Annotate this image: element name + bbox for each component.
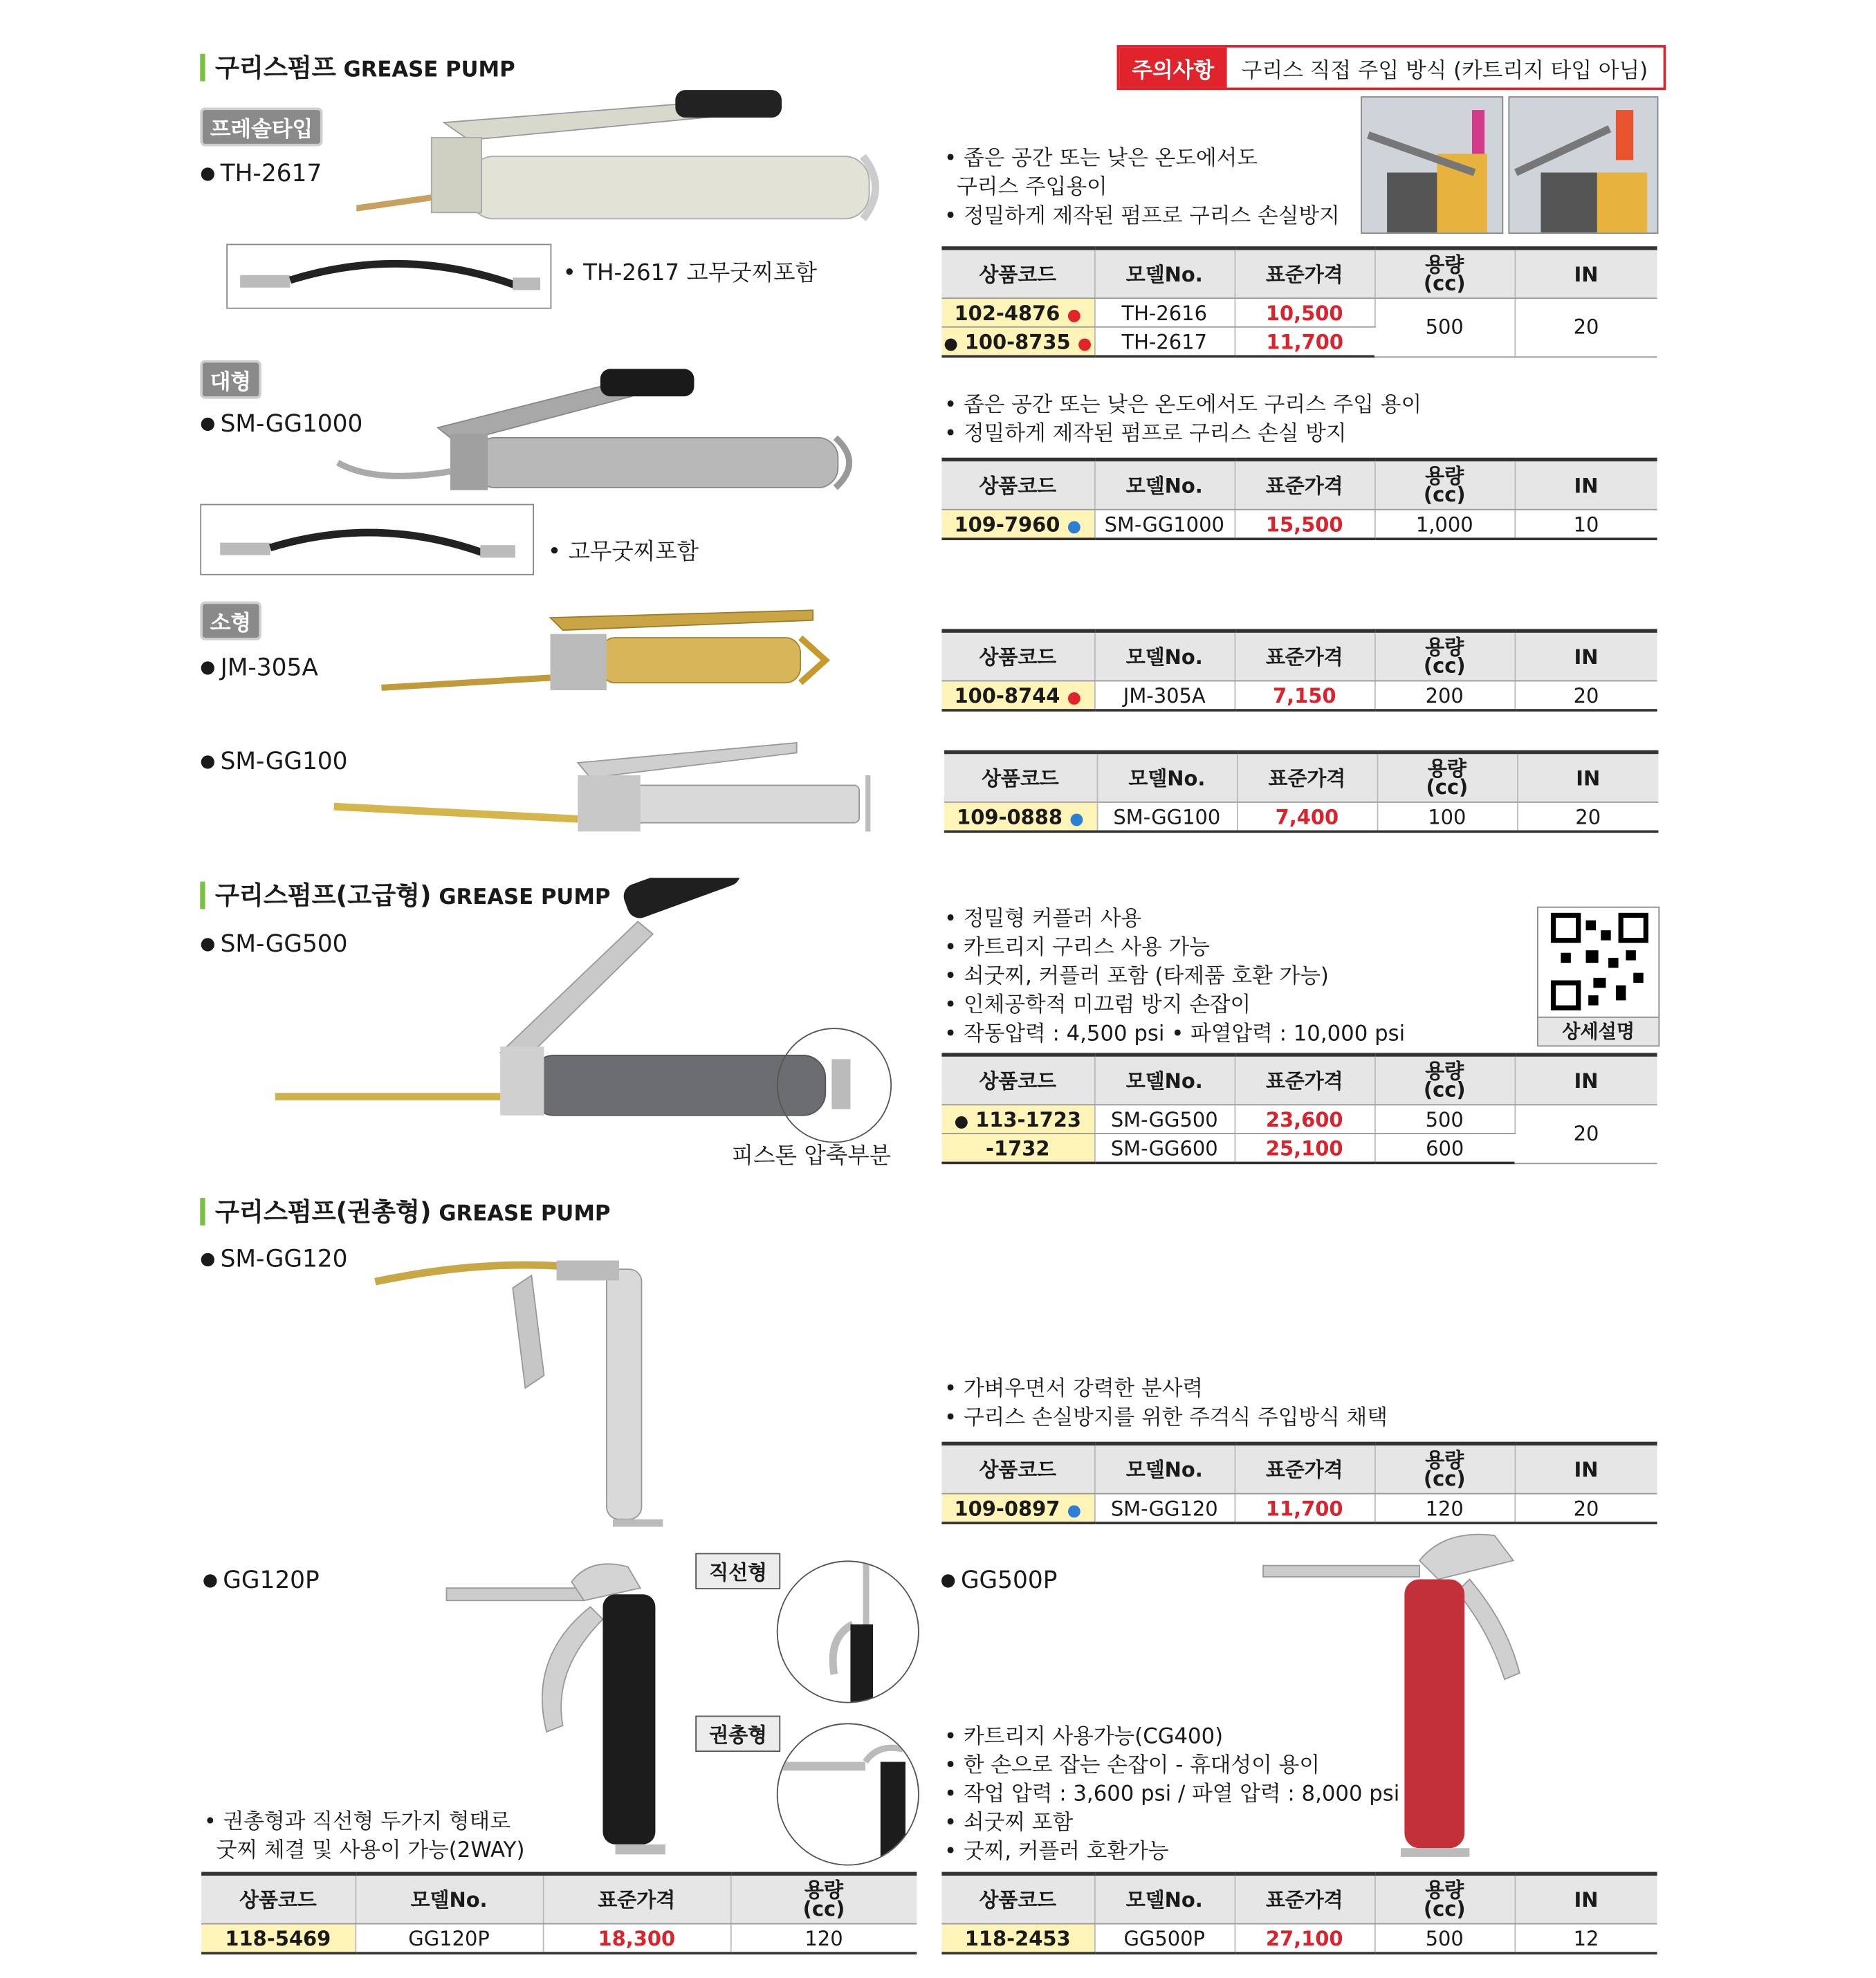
- model-no: SM-GG500: [1094, 1104, 1234, 1134]
- blue-dot-icon: ●: [1067, 517, 1082, 536]
- badge-large: 대형: [200, 360, 261, 399]
- capacity: 1,000: [1374, 510, 1514, 539]
- spec-table-smgg1000: [941, 458, 1657, 540]
- pistol-type-detail: [777, 1723, 919, 1865]
- product-code: ● 100-8735 ●: [941, 327, 1094, 356]
- section-title-grease-pump-pistol: [200, 1192, 610, 1228]
- table-row: [941, 1924, 1657, 1953]
- model-no: GG500P: [1094, 1924, 1234, 1953]
- in-qty: 20: [1514, 298, 1657, 356]
- header-model-no: 모델No.: [1094, 1874, 1234, 1923]
- price: 7,150: [1234, 681, 1374, 710]
- black-dot-icon: ●: [944, 334, 958, 353]
- model-label-jm305a: ● JM-305A: [200, 654, 318, 682]
- grease-pump-image-jm305a: [375, 602, 850, 703]
- spec-table-smgg500: [941, 1053, 1657, 1164]
- badge-small: 소형: [200, 602, 261, 640]
- black-dot-icon: ●: [954, 1112, 969, 1131]
- header-in-qty: IN: [1514, 1874, 1657, 1923]
- price: 11,700: [1234, 327, 1374, 356]
- grease-pump-image-smgg100: [328, 738, 879, 838]
- header-standard-price: 표준가격: [543, 1874, 730, 1923]
- cross-section-image-2: [1508, 96, 1658, 234]
- price: 18,300: [543, 1924, 730, 1953]
- table-row: [941, 1104, 1657, 1134]
- caution-text: 구리스 직접 주입 방식 (카트리지 타입 아님): [1241, 58, 1648, 84]
- header-product-code: 상품코드: [941, 248, 1094, 298]
- feature-list-2: • 좁은 공간 또는 낮은 온도에서도 구리스 주입 용이 • 정밀하게 제작된 펌프로 구리스 손실 방지: [944, 392, 1422, 447]
- model-label-smgg1000: ● SM-GG1000: [200, 410, 363, 438]
- capacity: 500: [1374, 1104, 1514, 1134]
- model-no: GG120P: [355, 1924, 542, 1953]
- spec-table-smgg100: [944, 750, 1658, 833]
- header-capacity: 용량 (cc): [1374, 459, 1514, 509]
- spec-table-gg120p: [201, 1872, 917, 1954]
- product-code: 109-7960 ●: [941, 510, 1094, 539]
- model-no: SM-GG600: [1094, 1134, 1234, 1163]
- header-in-qty: IN: [1514, 1443, 1657, 1493]
- section-title-ko: 구리스펌프(권총형): [214, 1196, 432, 1227]
- header-product-code: 상품코드: [941, 1874, 1094, 1923]
- header-standard-price: 표준가격: [1237, 752, 1377, 802]
- price: 27,100: [1234, 1924, 1374, 1953]
- product-code: 118-5469: [201, 1924, 355, 1953]
- spec-table-jm305a: [941, 629, 1657, 711]
- header-product-code: 상품코드: [201, 1874, 355, 1923]
- spec-table-th2617: [941, 246, 1657, 358]
- header-model-no: 모델No.: [1094, 1443, 1234, 1493]
- spec-table-smgg120: [941, 1442, 1657, 1524]
- piston-detail-circle: [777, 1028, 892, 1143]
- straight-type-image: [778, 1562, 918, 1701]
- spec-table-gg500p: [941, 1872, 1657, 1954]
- straight-type-detail: [777, 1560, 919, 1703]
- table-row: [941, 1494, 1657, 1523]
- note-hose-included: • TH-2617 고무굿찌포함: [562, 260, 818, 287]
- table-row: [941, 298, 1657, 327]
- capacity: 500: [1374, 298, 1514, 356]
- model-no: SM-GG100: [1097, 802, 1237, 831]
- price: 10,500: [1234, 298, 1374, 327]
- red-dot-icon: ●: [1067, 688, 1082, 708]
- pump-cutaway-diagram-1: [1362, 98, 1502, 232]
- rubber-hose-image-2: [201, 505, 533, 573]
- product-code: 109-0897 ●: [941, 1494, 1094, 1523]
- header-in-qty: IN: [1517, 752, 1658, 802]
- capacity: 600: [1374, 1134, 1514, 1163]
- feature-list-1: • 좁은 공간 또는 낮은 온도에서도 구리스 주입용이 • 정밀하게 제작된 펌프로 구리스 손실방지: [944, 146, 1340, 229]
- header-model-no: 모델No.: [1097, 752, 1237, 802]
- in-qty: 20: [1514, 681, 1657, 710]
- header-standard-price: 표준가격: [1234, 1443, 1374, 1493]
- header-capacity: 용량 (cc): [1374, 631, 1514, 681]
- price: 25,100: [1234, 1134, 1374, 1163]
- product-code: 118-2453: [941, 1924, 1094, 1953]
- header-capacity: 용량 (cc): [1374, 1874, 1514, 1923]
- capacity: 500: [1374, 1924, 1514, 1953]
- hose-image-box-2: [200, 504, 534, 575]
- table-row: [201, 1924, 917, 1953]
- blue-dot-icon: ●: [1067, 1501, 1082, 1520]
- header-standard-price: 표준가격: [1234, 1055, 1374, 1104]
- model-no: TH-2616: [1094, 298, 1234, 327]
- section-title-ko: 구리스펌프(고급형): [214, 880, 432, 911]
- product-code: -1732: [941, 1134, 1094, 1163]
- model-label-th2617: ● TH-2617: [200, 160, 322, 188]
- header-product-code: 상품코드: [941, 1055, 1094, 1104]
- note-piston: 피스톤 압축부분: [731, 1143, 892, 1170]
- header-capacity: 용량 (cc): [1374, 1443, 1514, 1493]
- grease-pump-image-smgg1000: [313, 365, 888, 497]
- feature-list-6: • 카트리지 사용가능(CG400) • 한 손으로 잡는 손잡이 - 휴대성이 용이 • 작업 압력 : 3,600 psi / 파열 압력 : 8,000 psi • 쇠굿찌 포함 • 굿찌, 커플러 호환가능: [944, 1724, 1400, 1865]
- in-qty: 10: [1514, 510, 1657, 539]
- qr-code-box[interactable]: [1537, 907, 1659, 1046]
- table-row: [941, 510, 1657, 539]
- blue-dot-icon: ●: [1069, 809, 1084, 829]
- header-standard-price: 표준가격: [1234, 631, 1374, 681]
- header-model-no: 모델No.: [1094, 1055, 1234, 1104]
- section-title-en: GREASE PUMP: [439, 885, 611, 911]
- pump-cutaway-diagram-2: [1509, 98, 1657, 232]
- model-label-gg500p: ● GG500P: [940, 1566, 1058, 1595]
- header-standard-price: 표준가격: [1234, 248, 1374, 298]
- model-label-smgg120: ● SM-GG120: [200, 1245, 348, 1273]
- caution-tag: 주의사항: [1119, 48, 1226, 88]
- section-accent-bar: [200, 882, 205, 909]
- header-capacity: 용량 (cc): [730, 1874, 917, 1923]
- model-no: SM-GG120: [1094, 1494, 1234, 1523]
- grease-pump-image-smgg120: [369, 1226, 669, 1538]
- feature-list-4: • 가벼우면서 강력한 분사력 • 구리스 손실방지를 위한 주걱식 주입방식 채택: [944, 1376, 1388, 1431]
- header-standard-price: 표준가격: [1234, 1874, 1374, 1923]
- section-accent-bar: [200, 54, 205, 82]
- header-capacity: 용량 (cc): [1374, 248, 1514, 298]
- feature-list-5: • 권총형과 직선형 두가지 형태로 굿찌 체결 및 사용이 가능(2WAY): [203, 1809, 525, 1863]
- capacity: 120: [1374, 1494, 1514, 1523]
- model-label-smgg500: ● SM-GG500: [200, 930, 348, 958]
- header-capacity: 용량 (cc): [1377, 752, 1517, 802]
- capacity: 120: [730, 1924, 917, 1953]
- in-qty: 12: [1514, 1924, 1657, 1953]
- header-in-qty: IN: [1514, 631, 1657, 681]
- in-qty: 20: [1514, 1494, 1657, 1523]
- note-hose-included-2: • 고무굿찌포함: [547, 539, 699, 566]
- label-pistol-type: 권총형: [695, 1716, 781, 1752]
- capacity: 200: [1374, 681, 1514, 710]
- product-code: ● 113-1723: [941, 1104, 1094, 1134]
- in-qty: 20: [1517, 802, 1658, 831]
- header-in-qty: IN: [1514, 248, 1657, 298]
- model-label-smgg100: ● SM-GG100: [200, 748, 348, 775]
- header-product-code: 상품코드: [944, 752, 1097, 802]
- model-no: TH-2617: [1094, 327, 1234, 356]
- price: 23,600: [1234, 1104, 1374, 1134]
- section-title-en: GREASE PUMP: [439, 1201, 611, 1227]
- capacity: 100: [1377, 802, 1517, 831]
- section-accent-bar: [200, 1198, 205, 1226]
- price: 15,500: [1234, 510, 1374, 539]
- grease-pump-image-th2617: [356, 88, 907, 232]
- pistol-type-image: [778, 1724, 918, 1864]
- header-in-qty: IN: [1514, 459, 1657, 509]
- section-title-en: GREASE PUMP: [343, 57, 515, 83]
- caution-box: [1117, 45, 1666, 90]
- feature-list-3: • 정밀형 커플러 사용 • 카트리지 구리스 사용 가능 • 쇠굿찌, 커플러 포함 (타제품 호환 가능) • 인체공학적 미끄럼 방지 손잡이 • 작동압력 : 4,500 psi • 파열압력 : 10,000 psi: [944, 906, 1406, 1047]
- header-standard-price: 표준가격: [1234, 459, 1374, 509]
- section-title-grease-pump: [200, 48, 515, 84]
- price: 7,400: [1237, 802, 1377, 831]
- model-no: JM-305A: [1094, 681, 1234, 710]
- header-model-no: 모델No.: [1094, 248, 1234, 298]
- header-product-code: 상품코드: [941, 631, 1094, 681]
- label-straight-type: 직선형: [695, 1553, 781, 1589]
- product-code: 100-8744 ●: [941, 681, 1094, 710]
- header-in-qty: IN: [1514, 1055, 1657, 1104]
- header-model-no: 모델No.: [1094, 459, 1234, 509]
- header-capacity: 용량 (cc): [1374, 1055, 1514, 1104]
- red-dot-icon: ●: [1077, 334, 1092, 353]
- red-dot-icon: ●: [1067, 306, 1082, 325]
- price: 11,700: [1234, 1494, 1374, 1523]
- product-code: 109-0888 ●: [944, 802, 1097, 831]
- header-model-no: 모델No.: [355, 1874, 542, 1923]
- section-title-ko: 구리스펌프: [214, 52, 336, 83]
- model-label-gg120p: ● GG120P: [202, 1566, 320, 1595]
- model-no: SM-GG1000: [1094, 510, 1234, 539]
- header-product-code: 상품코드: [941, 459, 1094, 509]
- badge-pressol-type: 프레솔타입: [200, 107, 322, 146]
- qr-code-icon: [1538, 908, 1659, 1015]
- cross-section-image-1: [1361, 96, 1503, 234]
- hose-image-box: [226, 244, 551, 309]
- product-code: 102-4876 ●: [941, 298, 1094, 327]
- table-row: [944, 802, 1658, 831]
- rubber-hose-image: [228, 245, 550, 307]
- qr-detail-label: 상세설명: [1538, 1017, 1659, 1046]
- header-product-code: 상품코드: [941, 1443, 1094, 1493]
- in-qty: 20: [1514, 1104, 1657, 1163]
- header-model-no: 모델No.: [1094, 631, 1234, 681]
- table-row: [941, 681, 1657, 710]
